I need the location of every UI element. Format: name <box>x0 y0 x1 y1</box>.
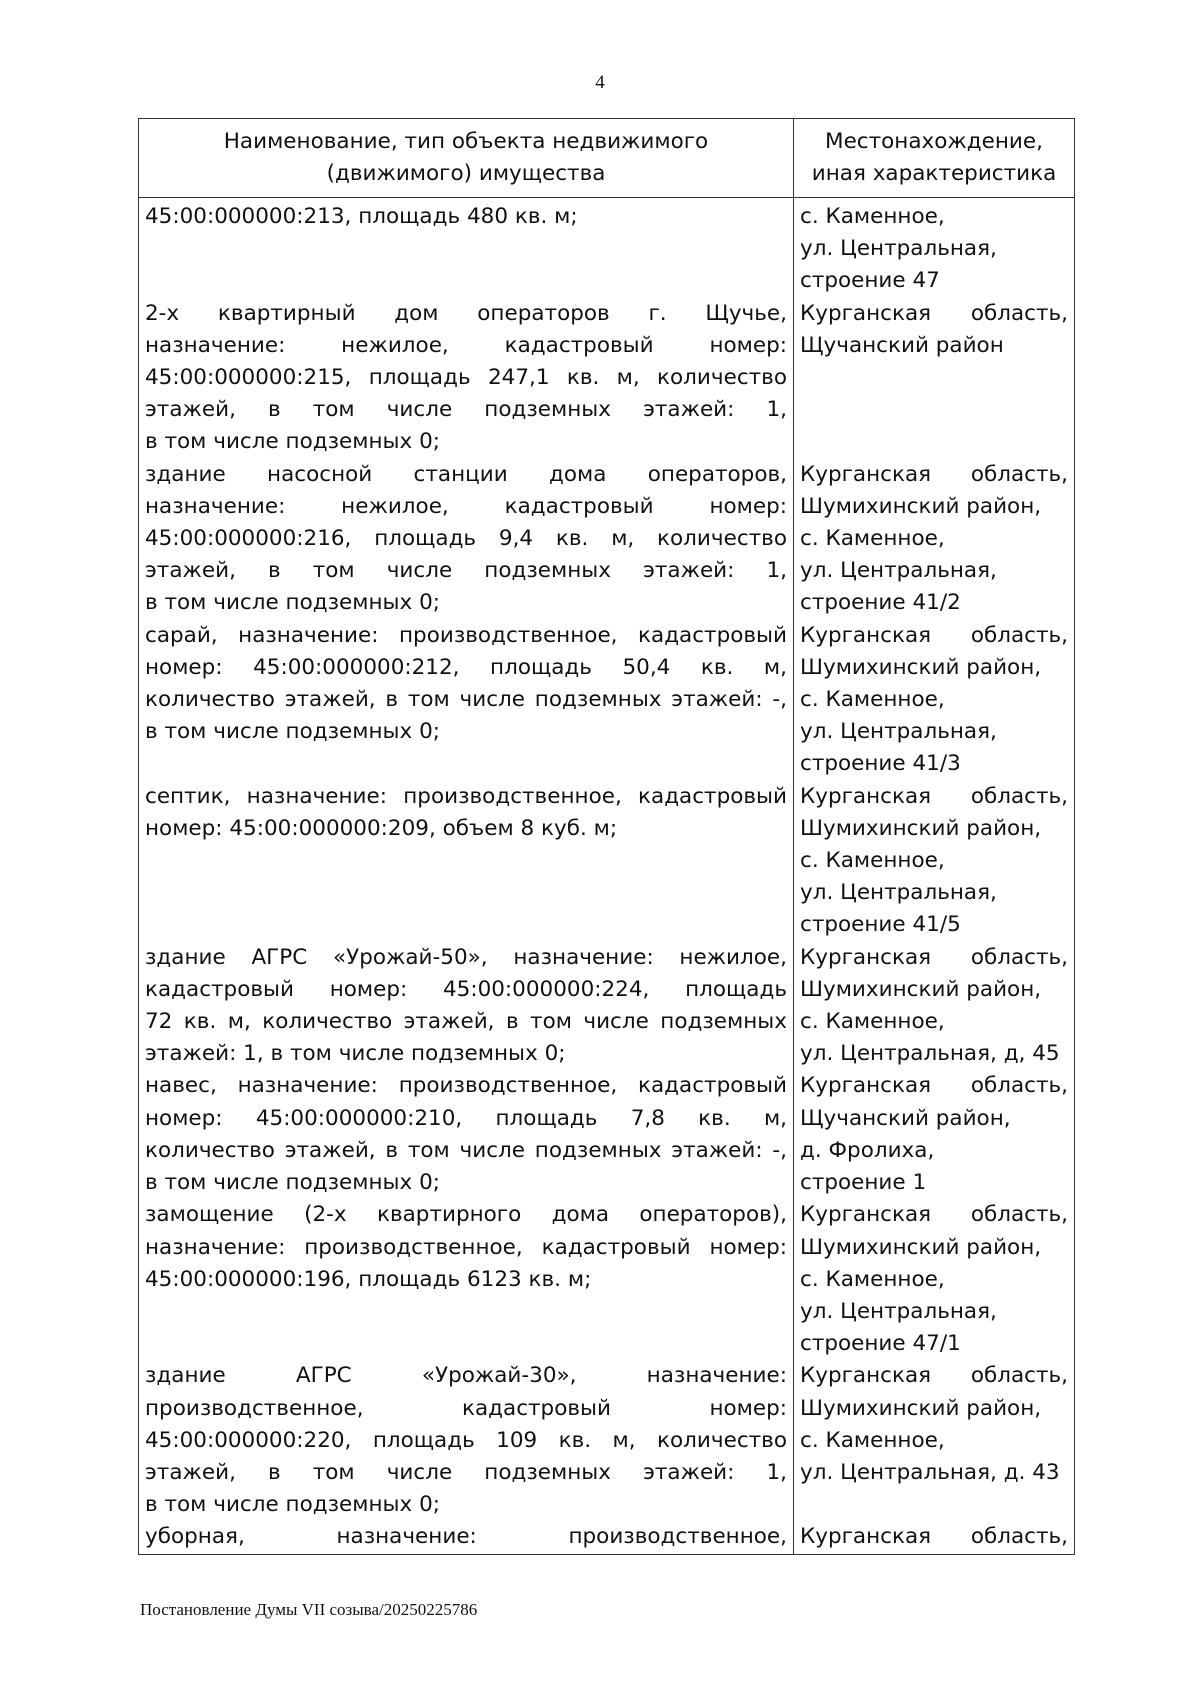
location-line: строение 41/2 <box>800 590 961 616</box>
object-description <box>139 1070 794 1199</box>
location-line: Шумихинский район, <box>800 654 1042 680</box>
document-footer: Постановление Думы VII созыва/20250225786 <box>140 1600 478 1619</box>
location-line: Курганская область, <box>800 300 1068 326</box>
description-line: уборная, назначение: производственное, <box>145 1524 787 1550</box>
description-line: номер: 45:00:000000:209, объем 8 куб. м; <box>145 815 618 841</box>
object-location <box>794 198 1075 298</box>
location-line: Курганская область, <box>800 944 1068 970</box>
location-line: ул. Центральная, д. 43 <box>800 1459 1060 1485</box>
location-line: Щучанский район <box>800 332 1004 358</box>
location-line: Шумихинский район, <box>800 493 1042 519</box>
object-location <box>794 459 1075 620</box>
location-line: Шумихинский район, <box>800 1234 1042 1260</box>
description-line: 2-х квартирный дом операторов г. Щучье, <box>145 300 787 326</box>
location-line: с. Каменное, <box>800 687 945 713</box>
description-line: назначение: производственное, кадастровый номер: <box>145 1234 787 1260</box>
location-line: строение 47 <box>800 268 940 294</box>
header-col2-line1: Местонахождение, <box>825 129 1043 154</box>
location-line: Курганская область, <box>800 1524 1068 1550</box>
object-description <box>139 1199 794 1360</box>
object-location <box>794 942 1075 1071</box>
description-line: этажей, в том числе подземных этажей: 1, <box>145 397 787 423</box>
description-line: навес, назначение: производственное, кадастровый <box>145 1073 787 1099</box>
location-line: строение 47/1 <box>800 1331 961 1357</box>
location-line: Щучанский район, <box>800 1105 1011 1131</box>
table-row <box>139 1360 1075 1521</box>
location-line: ул. Центральная, <box>800 236 997 262</box>
description-line: назначение: нежилое, кадастровый номер: <box>145 332 787 358</box>
description-line: этажей: 1, в том числе подземных 0; <box>145 1041 566 1067</box>
description-line: 72 кв. м, количество этажей, в том числе подземных <box>145 1009 787 1035</box>
object-description <box>139 1360 794 1521</box>
location-line: д. Фролиха, <box>800 1137 935 1163</box>
location-line: с. Каменное, <box>800 1009 945 1035</box>
table-row <box>139 942 1075 1071</box>
description-line: 45:00:000000:213, площадь 480 кв. м; <box>145 204 578 229</box>
object-location <box>794 298 1075 459</box>
location-line: строение 41/5 <box>800 912 961 938</box>
header-location <box>794 119 1075 198</box>
location-line: с. Каменное, <box>800 848 945 874</box>
location-line: Шумихинский район, <box>800 1395 1042 1421</box>
description-line: 45:00:000000:216, площадь 9,4 кв. м, количество <box>145 526 787 552</box>
table-row <box>139 298 1075 459</box>
location-line: ул. Центральная, <box>800 880 997 906</box>
description-line: кадастровый номер: 45:00:000000:224, площадь <box>145 976 787 1002</box>
object-location <box>794 1199 1075 1360</box>
description-line: в том числе подземных 0; <box>145 1170 441 1196</box>
header-col1-line1: Наименование, тип объекта недвижимого <box>223 129 709 154</box>
object-location <box>794 781 1075 942</box>
location-line: Шумихинский район, <box>800 815 1042 841</box>
page-number: 4 <box>595 72 605 93</box>
table-row <box>139 781 1075 942</box>
object-location <box>794 1521 1075 1554</box>
description-line: септик, назначение: производственное, кадастровый <box>145 783 787 809</box>
location-line: с. Каменное, <box>800 526 945 552</box>
table-header-row <box>139 119 1075 198</box>
description-line: этажей, в том числе подземных этажей: 1, <box>145 558 787 584</box>
object-description <box>139 1521 794 1554</box>
description-line: 45:00:000000:196, площадь 6123 кв. м; <box>145 1266 592 1292</box>
object-description <box>139 459 794 620</box>
description-line: в том числе подземных 0; <box>145 719 441 745</box>
table-row <box>139 1521 1075 1554</box>
location-line: строение 1 <box>800 1170 927 1196</box>
location-line: Курганская область, <box>800 1073 1068 1099</box>
header-col1-line2: (движимого) имущества <box>326 161 606 186</box>
description-line: замощение (2-х квартирного дома операторов), <box>145 1202 787 1228</box>
description-line: в том числе подземных 0; <box>145 590 441 616</box>
description-line: 45:00:000000:220, площадь 109 кв. м, количество <box>145 1427 787 1453</box>
location-line: с. Каменное, <box>800 1266 945 1292</box>
location-line: ул. Центральная, <box>800 558 997 584</box>
table-row <box>139 620 1075 781</box>
table-row <box>139 459 1075 620</box>
location-line: Курганская область, <box>800 622 1068 648</box>
object-description <box>139 781 794 942</box>
description-line: количество этажей, в том числе подземных этажей: -, <box>145 1137 787 1163</box>
description-line: здание насосной станции дома операторов, <box>145 461 787 487</box>
property-table <box>138 118 1075 1555</box>
location-line: строение 41/3 <box>800 751 961 777</box>
header-name-type <box>139 119 794 198</box>
description-line: сарай, назначение: производственное, кадастровый <box>145 622 787 648</box>
description-line: 45:00:000000:215, площадь 247,1 кв. м, количество <box>145 365 787 391</box>
object-location <box>794 1360 1075 1521</box>
header-col2-line2: иная характеристика <box>811 161 1057 186</box>
object-description <box>139 620 794 781</box>
table-row <box>139 1199 1075 1360</box>
description-line: здание АГРС «Урожай-30», назначение: <box>145 1363 787 1389</box>
description-line: номер: 45:00:000000:212, площадь 50,4 кв. м, <box>145 654 787 680</box>
location-line: Курганская область, <box>800 783 1068 809</box>
location-line: ул. Центральная, <box>800 1298 997 1324</box>
location-line: Курганская область, <box>800 1202 1068 1228</box>
object-description <box>139 198 794 298</box>
location-line: Курганская область, <box>800 461 1068 487</box>
description-line: производственное, кадастровый номер: <box>145 1395 787 1421</box>
description-line: количество этажей, в том числе подземных этажей: -, <box>145 687 787 713</box>
description-line: в том числе подземных 0; <box>145 429 441 455</box>
description-line: назначение: нежилое, кадастровый номер: <box>145 493 787 519</box>
description-line: номер: 45:00:000000:210, площадь 7,8 кв. м, <box>145 1105 787 1131</box>
object-description <box>139 298 794 459</box>
location-line: с. Каменное, <box>800 1427 945 1453</box>
location-line: ул. Центральная, <box>800 719 997 745</box>
location-line: ул. Центральная, д, 45 <box>800 1041 1060 1067</box>
object-location <box>794 620 1075 781</box>
table-row <box>139 1070 1075 1199</box>
description-line: здание АГРС «Урожай-50», назначение: нежилое, <box>145 944 787 970</box>
table-row <box>139 198 1075 298</box>
location-line: Курганская область, <box>800 1363 1068 1389</box>
description-line: в том числе подземных 0; <box>145 1492 441 1518</box>
location-line: с. Каменное, <box>800 204 945 229</box>
object-description <box>139 942 794 1071</box>
location-line: Шумихинский район, <box>800 976 1042 1002</box>
description-line: этажей, в том числе подземных этажей: 1, <box>145 1459 787 1485</box>
object-location <box>794 1070 1075 1199</box>
